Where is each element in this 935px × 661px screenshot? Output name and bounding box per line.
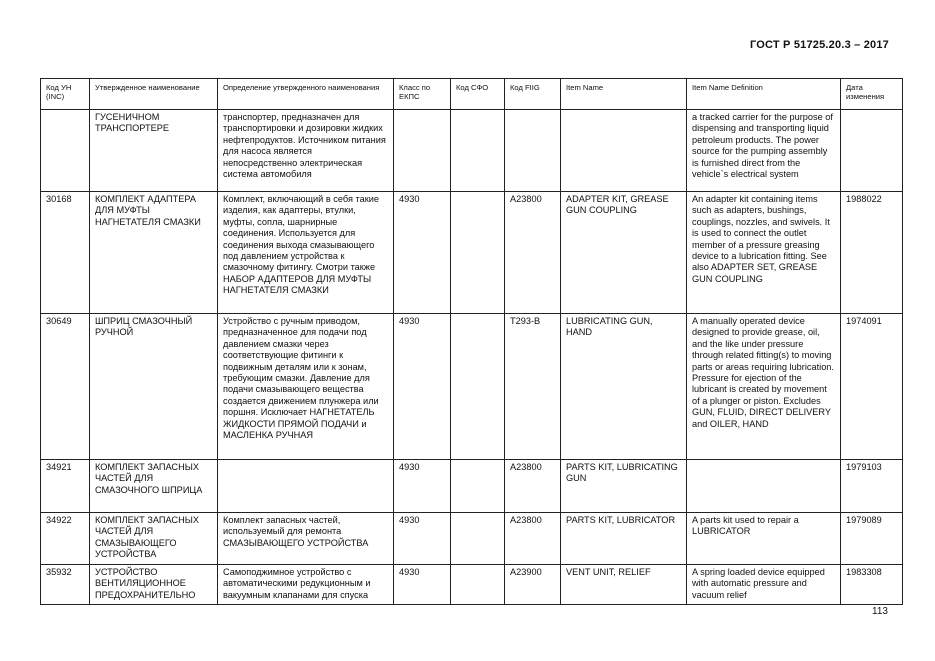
column-header: Дата изменения xyxy=(841,79,903,110)
column-header: Утвержденное наименование xyxy=(90,79,218,110)
item-definition-cell: A parts kit used to repair a LUBRICATOR xyxy=(687,513,841,565)
sfo-cell xyxy=(451,110,505,192)
table-row xyxy=(41,460,903,513)
definition-cell: Комплект, включающий в себя такие изделия, как адаптеры, втулки, муфты, сопла, шарнирные соединения. Используется для соединения выхода смазывающего под давлением устройства к смазочному фитингу. Смотри также НАБОР АДАПТЕРОВ ДЛЯ МУФТЫ НАГНЕТАТЕЛЯ СМАЗКИ xyxy=(218,192,394,314)
table-row xyxy=(41,192,903,314)
sfo-cell xyxy=(451,314,505,460)
sfo-cell xyxy=(451,460,505,513)
definition-cell: Устройство с ручным приводом, предназначенное для подачи под давлением смазки через соответствующие фитинги к подвижным деталям или к зонам, требующим смазки. Давление для подачи смазывающего вещества создается движением плунжера или поршня. Исключает НАГНЕТАТЕЛЬ ЖИДКОСТИ ПРЯМОЙ ПОДАЧИ и МАСЛЕНКА РУЧНАЯ xyxy=(218,314,394,460)
inc-cell: 30168 xyxy=(41,192,90,314)
definition-cell: Самоподжимное устройство с автоматическими редукционным и вакуумным клапанами для спуска xyxy=(218,565,394,605)
table-row xyxy=(41,513,903,565)
date-cell: 1974091 xyxy=(841,314,903,460)
fiig-cell xyxy=(505,110,561,192)
column-header: Класс по ЕКПС xyxy=(394,79,451,110)
standard-header: ГОСТ Р 51725.20.3 – 2017 xyxy=(749,39,889,51)
column-header: Код СФО xyxy=(451,79,505,110)
column-header: Item Name xyxy=(561,79,687,110)
inc-cell: 34922 xyxy=(41,513,90,565)
fiig-cell: A23900 xyxy=(505,565,561,605)
fiig-cell: A23800 xyxy=(505,460,561,513)
definition-cell: Комплект запасных частей, используемый для ремонта СМАЗЫВАЮЩЕГО УСТРОЙСТВА xyxy=(218,513,394,565)
catalog-table xyxy=(40,78,903,605)
table-row xyxy=(41,314,903,460)
column-header: Item Name Definition xyxy=(687,79,841,110)
item-name-cell: LUBRICATING GUN, HAND xyxy=(561,314,687,460)
date-cell xyxy=(841,110,903,192)
item-definition-cell: A spring loaded device equipped with automatic pressure and vacuum relief xyxy=(687,565,841,605)
table-row xyxy=(41,565,903,605)
date-cell: 1988022 xyxy=(841,192,903,314)
page-number: 113 xyxy=(872,606,888,617)
item-name-cell: VENT UNIT, RELIEF xyxy=(561,565,687,605)
item-definition-cell: A manually operated device designed to provide grease, oil, and the like under pressure through related fitting(s) to moving parts or areas requiring lubrication. Pressure for ejection of the lubricant is created by movement of a plunger or piston. Excludes GUN, FLUID, DIRECT DELIVERY and OILER, HAND xyxy=(687,314,841,460)
item-definition-cell: An adapter kit containing items such as adapters, bushings, couplings, nozzles, and swivels. It is used to connect the outlet member of a pressure greasing device to a lubrication fitting. See also ADAPTER SET, GREASE GUN COUPLING xyxy=(687,192,841,314)
name-cell: УСТРОЙСТВО ВЕНТИЛЯЦИОННОЕ ПРЕДОХРАНИТЕЛЬНО xyxy=(90,565,218,605)
name-cell: КОМПЛЕКТ АДАПТЕРА ДЛЯ МУФТЫ НАГНЕТАТЕЛЯ СМАЗКИ xyxy=(90,192,218,314)
fiig-cell: T293-B xyxy=(505,314,561,460)
date-cell: 1979089 xyxy=(841,513,903,565)
column-header: Определение утвержденного наименования xyxy=(218,79,394,110)
column-header: Код УН (INC) xyxy=(41,79,90,110)
fiig-cell: A23800 xyxy=(505,513,561,565)
item-name-cell: PARTS KIT, LUBRICATOR xyxy=(561,513,687,565)
fiig-cell: A23800 xyxy=(505,192,561,314)
sfo-cell xyxy=(451,565,505,605)
inc-cell: 34921 xyxy=(41,460,90,513)
sfo-cell xyxy=(451,192,505,314)
sfo-cell xyxy=(451,513,505,565)
class-cell: 4930 xyxy=(394,565,451,605)
item-name-cell: ADAPTER KIT, GREASE GUN COUPLING xyxy=(561,192,687,314)
class-cell: 4930 xyxy=(394,460,451,513)
item-name-cell: PARTS KIT, LUBRICATING GUN xyxy=(561,460,687,513)
definition-cell: транспортер, предназначен для транспортировки и дозировки жидких нефтепродуктов. Источником питания для насоса является непосредственно электрическая система автомобиля xyxy=(218,110,394,192)
name-cell: ШПРИЦ СМАЗОЧНЫЙ РУЧНОЙ xyxy=(90,314,218,460)
item-definition-cell: a tracked carrier for the purpose of dispensing and transporting liquid petroleum products. The power source for the pumping assembly is furnished direct from the vehicle`s electrical system xyxy=(687,110,841,192)
name-cell: ГУСЕНИЧНОМ ТРАНСПОРТЕРЕ xyxy=(90,110,218,192)
class-cell: 4930 xyxy=(394,192,451,314)
date-cell: 1979103 xyxy=(841,460,903,513)
class-cell: 4930 xyxy=(394,513,451,565)
inc-cell: 30649 xyxy=(41,314,90,460)
class-cell xyxy=(394,110,451,192)
item-definition-cell xyxy=(687,460,841,513)
inc-cell: 35932 xyxy=(41,565,90,605)
date-cell: 1983308 xyxy=(841,565,903,605)
class-cell: 4930 xyxy=(394,314,451,460)
column-header: Код FIIG xyxy=(505,79,561,110)
definition-cell xyxy=(218,460,394,513)
inc-cell xyxy=(41,110,90,192)
table-row xyxy=(41,110,903,192)
name-cell: КОМПЛЕКТ ЗАПАСНЫХ ЧАСТЕЙ ДЛЯ СМАЗЫВАЮЩЕГО УСТРОЙСТВА xyxy=(90,513,218,565)
item-name-cell xyxy=(561,110,687,192)
name-cell: КОМПЛЕКТ ЗАПАСНЫХ ЧАСТЕЙ ДЛЯ СМАЗОЧНОГО ШПРИЦА xyxy=(90,460,218,513)
table-header-row xyxy=(41,79,903,110)
